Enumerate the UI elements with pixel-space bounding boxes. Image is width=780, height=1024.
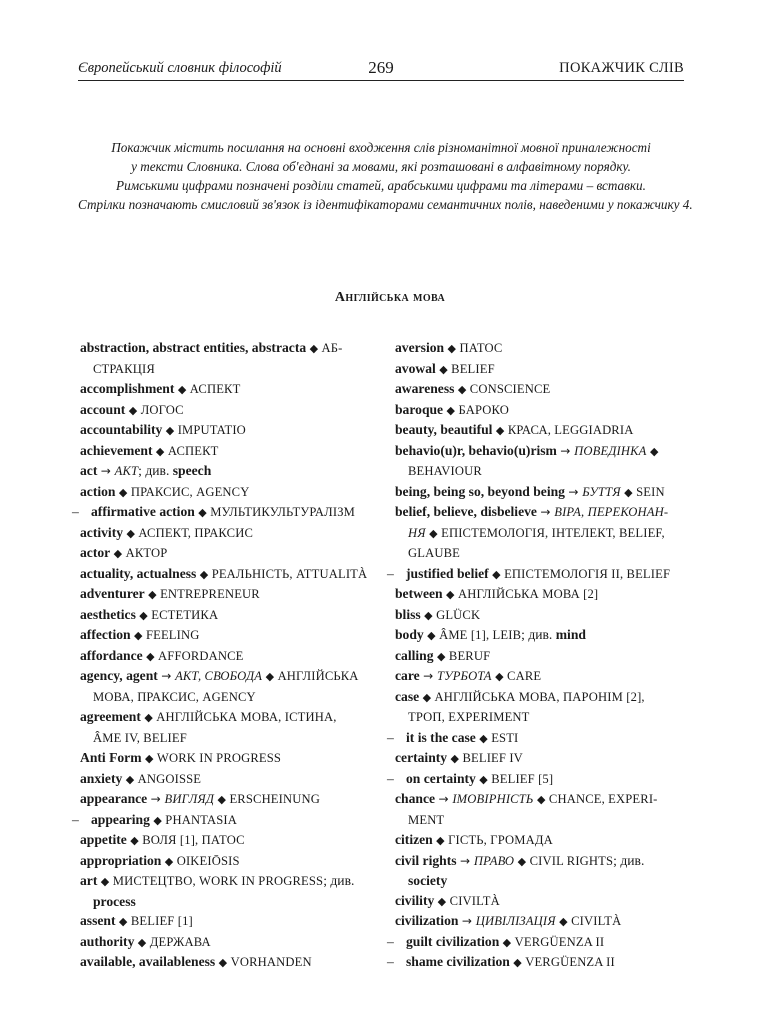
diamond-icon: ◆: [491, 670, 508, 683]
index-term: activity: [80, 524, 124, 540]
entry-text: ÂME IV, BELIEF: [93, 730, 187, 745]
index-term: being, being so, beyond being: [395, 483, 565, 499]
diamond-icon: ◆: [118, 915, 131, 928]
index-term: aesthetics: [80, 606, 136, 622]
index-entry: [395, 359, 691, 380]
index-entry: [80, 379, 376, 400]
diamond-icon: ◆: [165, 424, 178, 437]
index-entry-continuation: [80, 359, 376, 380]
article-reference: ÂME [1], LEIB: [439, 628, 522, 642]
index-term: appearing: [91, 811, 150, 827]
semantic-field-link: ЦИВІЛІЗАЦІЯ: [475, 914, 556, 928]
index-entry: [395, 502, 691, 523]
index-term: affirmative action: [91, 504, 195, 519]
index-term: civility: [395, 892, 435, 908]
index-entry: [395, 338, 691, 359]
article-reference: ПАТОС: [459, 341, 503, 355]
index-entry: [395, 646, 691, 667]
index-term: bliss: [395, 606, 421, 622]
index-term: certainty: [395, 750, 448, 765]
index-subentry: [387, 952, 691, 973]
cross-reference: process: [93, 893, 136, 909]
arrow-icon: →: [560, 443, 575, 458]
article-reference: ЕПІСТЕМОЛОГІЯ, ІНТЕЛЕКТ, BELIEF,: [441, 525, 665, 540]
index-term: appetite: [80, 832, 127, 847]
index-entry: [80, 338, 376, 359]
index-entry: [395, 666, 691, 687]
entry-text: НЯ: [408, 525, 426, 540]
index-entry-continuation: [395, 523, 691, 544]
diamond-icon: ◆: [148, 588, 161, 601]
index-entry: [80, 646, 376, 667]
index-term: awareness: [395, 381, 455, 396]
semantic-field-link: ТУРБОТА: [436, 669, 492, 683]
article-reference: АСПЕКТ: [189, 382, 241, 396]
arrow-icon: →: [423, 669, 437, 683]
article-reference: BELIEF IV: [462, 751, 523, 765]
article-reference: ESTI: [491, 730, 519, 745]
index-entry: [80, 707, 376, 728]
article-reference: VERGÜENZA II: [514, 934, 605, 949]
page-number: 269: [368, 58, 394, 77]
index-entry: [80, 400, 376, 421]
article-reference: FEELING: [145, 628, 200, 642]
diamond-icon: ◆: [262, 670, 278, 683]
index-entry: [395, 625, 691, 646]
diamond-icon: ◆: [479, 731, 492, 745]
subentry-dash: –: [387, 933, 394, 949]
index-entry: [395, 482, 691, 503]
arrow-icon: →: [438, 792, 453, 806]
diamond-icon: ◆: [128, 403, 141, 417]
index-term: appropriation: [80, 852, 162, 868]
index-entry: [80, 666, 376, 687]
index-term: actor: [80, 545, 111, 560]
arrow-icon: →: [100, 464, 115, 478]
intro-line: Римськими цифрами позначені розділи статей, арабськими цифрами та літерами – вставки.: [116, 178, 646, 193]
index-term: calling: [395, 647, 434, 663]
cross-reference: speech: [172, 463, 212, 478]
index-term: affordance: [80, 647, 143, 663]
index-term: agreement: [80, 709, 141, 724]
diamond-icon: ◆: [555, 915, 572, 928]
index-term: care: [395, 668, 420, 683]
index-subentry: [72, 502, 376, 523]
index-entry: [80, 441, 376, 462]
index-term: Anti Form: [80, 750, 142, 765]
arrow-icon: →: [150, 792, 165, 806]
index-entry: [395, 687, 691, 708]
index-term: aversion: [395, 340, 445, 355]
diamond-icon: ◆: [309, 342, 322, 355]
diamond-icon: ◆: [198, 506, 211, 519]
index-entry: [80, 584, 376, 605]
diamond-icon: ◆: [134, 629, 146, 642]
entry-text: МОВА, ПРАКСИС, AGENCY: [93, 689, 256, 704]
index-term: baroque: [395, 401, 444, 417]
index-term: abstraction, abstract entities, abstracta: [80, 340, 307, 355]
index-term: actuality, actualness: [80, 565, 197, 581]
index-term: behavio(u)r, behavio(u)rism: [395, 442, 557, 458]
index-entry: [80, 605, 376, 626]
section-title: Англійська мова: [334, 290, 446, 305]
index-entry: [80, 769, 376, 790]
diamond-icon: ◆: [447, 342, 460, 355]
section-heading: ПОКАЖЧИК СЛІВ: [559, 60, 684, 76]
index-entry: [80, 830, 376, 851]
diamond-icon: ◆: [445, 588, 458, 601]
index-term: appearance: [80, 791, 148, 806]
diamond-icon: ◆: [436, 834, 449, 847]
diamond-icon: ◆: [155, 444, 168, 458]
article-reference: CIVILTÀ: [449, 893, 500, 908]
index-term: between: [395, 586, 443, 601]
article-reference: АНГЛІЙСЬКА: [277, 669, 359, 683]
diamond-icon: ◆: [502, 935, 515, 949]
article-reference: VORHANDEN: [230, 955, 312, 969]
arrow-icon: →: [161, 669, 176, 683]
index-entry: [395, 584, 691, 605]
article-reference: GLÜCK: [436, 607, 481, 622]
index-term: accountability: [80, 422, 163, 437]
article-reference: BERUF: [448, 648, 491, 663]
index-entry: [80, 911, 376, 932]
diamond-icon: ◆: [125, 772, 138, 786]
article-reference: МИСТЕЦТВО, WORK IN PROGRESS: [112, 874, 324, 888]
article-reference: OIKEIŌSIS: [176, 853, 240, 868]
semantic-field-link: БУТТЯ: [582, 484, 621, 499]
article-reference: ЕСТЕТИКА: [151, 607, 219, 622]
cross-reference: mind: [555, 627, 586, 642]
index-term: anxiety: [80, 770, 123, 786]
see-also-label: ; див.: [138, 463, 173, 478]
diamond-icon: ◆: [139, 608, 152, 622]
article-reference: АКТОР: [125, 546, 168, 560]
semantic-field-link: ПОВЕДІНКА: [574, 443, 647, 458]
index-term: chance: [395, 791, 436, 806]
article-reference: CONSCIENCE: [469, 382, 551, 396]
article-reference: МУЛЬТИКУЛЬТУРАЛІЗМ: [210, 505, 356, 519]
index-entry: [80, 564, 376, 585]
diamond-icon: ◆: [144, 711, 157, 724]
article-reference: ВОЛЯ [1], ПАТОС: [142, 833, 245, 847]
subentry-dash: –: [387, 729, 394, 745]
article-reference: ПРАКСИС, AGENCY: [130, 484, 250, 499]
arrow-icon: →: [540, 505, 555, 519]
article-reference: VERGÜENZA II: [525, 955, 615, 969]
index-entry: [395, 400, 691, 421]
index-column-right: [387, 338, 691, 973]
index-entry: [395, 891, 691, 912]
index-term: body: [395, 627, 424, 642]
article-reference: AFFORDANCE: [158, 648, 244, 663]
subentry-dash: –: [387, 565, 394, 581]
article-reference: БАРОКО: [458, 402, 509, 417]
diamond-icon: ◆: [446, 403, 459, 417]
index-term: case: [395, 688, 420, 704]
diamond-icon: ◆: [424, 608, 437, 622]
diamond-icon: ◆: [437, 894, 450, 908]
diamond-icon: ◆: [425, 526, 442, 540]
arrow-icon: →: [568, 484, 583, 499]
subentry-dash: –: [72, 811, 79, 827]
diamond-icon: ◆: [457, 383, 470, 396]
article-reference: ERSCHEINUNG: [229, 792, 320, 806]
article-reference: CIVILTÀ: [571, 914, 622, 928]
article-reference: IMPUTATIO: [177, 423, 246, 437]
intro-line: Стрілки позначають смисловий зв'язок із ідентифікаторами семантичних полів, наведеними у покажчику 4.: [78, 197, 693, 212]
diamond-icon: ◆: [199, 567, 212, 581]
diamond-icon: ◆: [177, 383, 190, 396]
diamond-icon: ◆: [450, 752, 463, 765]
article-reference: РЕАЛЬНІСТЬ, ATTUALITÀ: [211, 566, 368, 581]
index-entry-continuation: [80, 892, 376, 912]
index-term: action: [80, 483, 116, 499]
article-reference: ДЕРЖАВА: [149, 934, 211, 949]
semantic-field-link: ПРАВО: [473, 853, 515, 868]
article-reference: BELIEF [5]: [491, 771, 554, 786]
index-term: achievement: [80, 442, 153, 458]
index-term: assent: [80, 913, 116, 928]
index-entry: [395, 441, 691, 462]
diamond-icon: ◆: [164, 854, 177, 868]
index-entry: [80, 851, 376, 872]
index-entry: [80, 625, 376, 646]
article-reference: ANGOISSE: [137, 771, 202, 786]
intro-note: [78, 138, 693, 214]
article-reference: ЕПІСТЕМОЛОГІЯ II, BELIEF: [504, 566, 671, 581]
index-entry: [80, 543, 376, 564]
article-reference: ENTREPRENEUR: [160, 587, 260, 601]
index-term: agency, agent: [80, 668, 158, 683]
index-entry: [395, 911, 691, 932]
diamond-icon: ◆: [118, 485, 131, 499]
semantic-field-link: АКТ: [114, 464, 139, 478]
article-reference: АБ-: [321, 341, 343, 355]
diamond-icon: ◆: [126, 526, 139, 540]
index-term: beauty, beautiful: [395, 422, 493, 437]
index-entry: [80, 482, 376, 503]
intro-line: Покажчик містить посилання на основні входження слів різноманітної мовної приналежності: [111, 140, 651, 155]
article-reference: АНГЛІЙСЬКА МОВА, ІСТИНА,: [156, 710, 337, 724]
index-term: available, availableness: [80, 954, 216, 969]
article-reference: PHANTASIA: [165, 812, 238, 827]
semantic-field-link: ВІРА, ПЕРЕКОНАН-: [554, 505, 669, 519]
index-term: affection: [80, 627, 131, 642]
diamond-icon: ◆: [144, 752, 157, 765]
subentry-dash: –: [72, 504, 79, 519]
diamond-icon: ◆: [514, 854, 530, 868]
article-reference: CIVIL RIGHTS: [529, 853, 614, 868]
article-reference: АНГЛІЙСЬКА МОВА [2]: [457, 587, 599, 601]
entry-text: СТРАКЦІЯ: [93, 361, 155, 376]
index-entry: [80, 789, 376, 810]
article-reference: SEIN: [636, 484, 665, 499]
index-entry: [80, 748, 376, 769]
index-column-left: [72, 338, 376, 973]
diamond-icon: ◆: [533, 793, 549, 806]
diamond-icon: ◆: [218, 956, 231, 969]
entry-text: BEHAVIOUR: [408, 464, 482, 478]
index-term: civilization: [395, 913, 459, 928]
diamond-icon: ◆: [214, 793, 230, 806]
index-term: authority: [80, 933, 135, 949]
index-entry-continuation: [395, 461, 691, 482]
index-entry-continuation: [395, 810, 691, 831]
book-title: Європейський словник філософій: [78, 60, 282, 76]
diamond-icon: ◆: [492, 567, 505, 581]
diamond-icon: ◆: [422, 690, 435, 704]
index-entry: [395, 851, 691, 872]
index-term: shame civilization: [406, 954, 510, 969]
article-reference: ЛОГОС: [140, 402, 184, 417]
index-subentry: [72, 810, 376, 831]
diamond-icon: ◆: [495, 424, 508, 437]
index-entry-continuation: [80, 687, 376, 708]
index-term: it is the case: [406, 729, 476, 745]
article-reference: АСПЕКТ, ПРАКСИС: [138, 525, 254, 540]
index-entry-continuation: [395, 543, 691, 564]
diamond-icon: ◆: [153, 813, 166, 827]
index-subentry: [387, 932, 691, 953]
index-term: civil rights: [395, 852, 457, 868]
index-term: art: [80, 873, 98, 888]
diamond-icon: ◆: [436, 649, 449, 663]
index-term: act: [80, 463, 98, 478]
index-term: accomplishment: [80, 381, 175, 396]
article-reference: ГІСТЬ, ГРОМАДА: [448, 833, 553, 847]
index-entry: [80, 523, 376, 544]
index-entry: [80, 420, 376, 441]
semantic-field-link: АКТ, СВОБОДА: [175, 669, 263, 683]
index-entry: [395, 789, 691, 810]
see-also-label: ; див.: [323, 873, 355, 888]
index-entry-continuation: [395, 871, 691, 891]
cross-reference: society: [408, 873, 448, 888]
entry-text: MENT: [408, 812, 445, 827]
diamond-icon: ◆: [479, 772, 492, 786]
index-term: on certainty: [406, 770, 476, 786]
diamond-icon: ◆: [146, 649, 159, 663]
index-subentry: [387, 728, 691, 749]
diamond-icon: ◆: [439, 362, 452, 376]
index-entry: [395, 420, 691, 441]
semantic-field-link: ВИГЛЯД: [164, 792, 215, 806]
index-subentry: [387, 564, 691, 585]
index-term: avowal: [395, 360, 436, 376]
index-entry: [395, 830, 691, 851]
diamond-icon: ◆: [427, 629, 440, 642]
article-reference: CHANCE, EXPERI-: [548, 792, 658, 806]
intro-line: у тексти Словника. Слова об'єднані за мовами, які розташовані в алфавітному порядку.: [131, 159, 631, 174]
entry-text: GLAUBE: [408, 546, 460, 560]
diamond-icon: ◆: [620, 485, 637, 499]
see-also-label: ; див.: [521, 627, 556, 642]
article-reference: CARE: [507, 669, 542, 683]
index-entry: [80, 932, 376, 953]
index-entry: [80, 952, 376, 973]
semantic-field-link: ІМОВІРНІСТЬ: [452, 792, 534, 806]
index-entry: [80, 461, 376, 482]
see-also-label: ; див.: [613, 852, 645, 868]
diamond-icon: ◆: [100, 875, 113, 888]
index-subentry: [387, 769, 691, 790]
index-entry: [80, 871, 376, 892]
index-entry: [395, 605, 691, 626]
article-reference: BELIEF [1]: [130, 914, 193, 928]
diamond-icon: ◆: [130, 834, 143, 847]
index-entry-continuation: [80, 728, 376, 749]
diamond-icon: ◆: [113, 547, 126, 560]
diamond-icon: ◆: [137, 935, 150, 949]
article-reference: КРАСА, LEGGIADRIA: [507, 423, 634, 437]
article-reference: АСПЕКТ: [167, 443, 219, 458]
arrow-icon: →: [461, 914, 476, 928]
index-term: belief, believe, disbelieve: [395, 504, 537, 519]
article-reference: АНГЛІЙСЬКА МОВА, ПАРОНІМ [2],: [434, 689, 645, 704]
diamond-icon: ◆: [646, 444, 659, 458]
article-reference: WORK IN PROGRESS: [156, 751, 282, 765]
subentry-dash: –: [387, 954, 394, 969]
subentry-dash: –: [387, 770, 394, 786]
running-header: [78, 60, 684, 81]
arrow-icon: →: [459, 853, 474, 868]
index-term: citizen: [395, 832, 433, 847]
diamond-icon: ◆: [513, 956, 526, 969]
index-term: justified belief: [406, 565, 489, 581]
index-term: guilt civilization: [406, 933, 500, 949]
index-term: adventurer: [80, 586, 145, 601]
index-entry-continuation: [395, 707, 691, 728]
index-term: account: [80, 401, 126, 417]
entry-text: ТРОП, EXPERIMENT: [408, 710, 530, 724]
index-entry: [395, 379, 691, 400]
index-entry: [395, 748, 691, 769]
article-reference: BELIEF: [451, 361, 495, 376]
